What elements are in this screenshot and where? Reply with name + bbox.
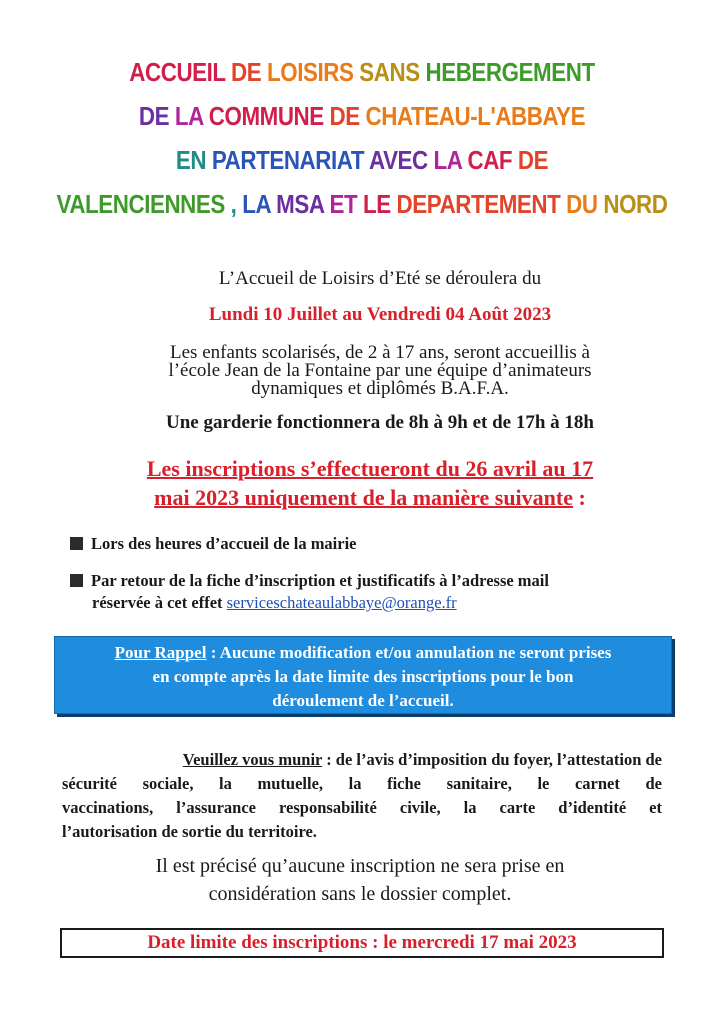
reminder-text-3: déroulement de l’accueil. [272, 691, 454, 710]
children-info-line-1: Les enfants scolarisés, de 2 à 17 ans, seront accueillis à [170, 342, 590, 363]
title-word: DE [517, 145, 549, 175]
title-word: SANS [359, 57, 420, 87]
registration-period-line-2: mai 2023 uniquement de la manière suivante [154, 485, 573, 510]
title-word: EN [175, 145, 207, 175]
title-word: LE [363, 189, 391, 219]
title-word: DE [329, 101, 360, 131]
registration-colon: : [573, 485, 586, 510]
documents-label: Veuillez vous munir [182, 750, 323, 769]
documents-text-2: sécurité sociale, la mutuelle, la fiche sanitaire, le carnet de [62, 774, 662, 793]
title-word: DE [231, 57, 262, 87]
square-bullet-icon [70, 574, 83, 587]
title-line-3 [51, 138, 674, 182]
title-word: ACCUEIL [129, 57, 226, 87]
title-word: MSA [276, 189, 324, 219]
title-word: PARTENARIAT [211, 145, 365, 175]
title-word: DEPARTEMENT [396, 189, 561, 219]
bullet-mairie-text: Lors des heures d’accueil de la mairie [91, 534, 357, 553]
title-line-1 [51, 50, 674, 94]
bullet-email-text: Par retour de la fiche d’inscription et justificatifs à l’adresse mail [91, 571, 549, 590]
session-dates: Lundi 10 Juillet au Vendredi 04 Août 2023 [208, 304, 552, 325]
title-line-4 [51, 182, 674, 226]
registration-period-line-1: Les inscriptions s’effectueront du 26 avril au 17 [146, 456, 594, 481]
daycare-hours: Une garderie fonctionnera de 8h à 9h et de 17h à 18h [165, 412, 594, 433]
documents-text-1: : de l’avis d’imposition du foyer, l’attestation de [322, 750, 662, 769]
completeness-notice [60, 852, 660, 908]
deadline-box: Date limite des inscriptions : le mercredi 17 mai 2023 [60, 928, 664, 958]
title-word: AVEC [369, 145, 428, 175]
bullet-mairie [70, 533, 670, 555]
documents-required [62, 748, 662, 844]
children-info-line-2: l’école Jean de la Fontaine par une équipe d’animateurs [168, 360, 592, 381]
title-word: NORD [603, 189, 668, 219]
title-word: DE [138, 101, 170, 131]
completeness-notice-line-1: Il est précisé qu’aucune inscription ne sera prise en [155, 855, 565, 877]
completeness-notice-line-2: considération sans le dossier complet. [208, 883, 512, 905]
documents-text-3: vaccinations, l’assurance responsabilité civile, la carte d’identité et [62, 798, 662, 817]
title-word: COMMUNE [208, 101, 324, 131]
title-line-2 [51, 94, 674, 138]
title-word: VALENCIENNES [56, 189, 225, 219]
intro-text: L’Accueil de Loisirs d’Eté se déroulera du [218, 268, 542, 289]
bullet-email-text-2: réservée à cet effet [92, 593, 227, 612]
children-info [100, 344, 660, 398]
bullet-email [70, 570, 670, 614]
title-word: , [230, 189, 237, 219]
title-word: HEBERGEMENT [425, 57, 595, 87]
title-word: LA [433, 145, 462, 175]
reminder-text-2: en compte après la date limite des inscriptions pour le bon [152, 667, 574, 686]
square-bullet-icon [70, 537, 83, 550]
documents-text-4: l’autorisation de sortie du territoire. [62, 822, 317, 841]
title-word: ET [329, 189, 358, 219]
email-link[interactable]: serviceschateaulabbaye@orange.fr [226, 593, 457, 612]
page-title [51, 50, 674, 226]
reminder-label: Pour Rappel [114, 643, 207, 662]
title-word: LOISIRS [267, 57, 354, 87]
title-word: LA [242, 189, 271, 219]
title-word: LA [174, 101, 203, 131]
children-info-line-3: dynamiques et diplômés B.A.F.A. [251, 378, 509, 399]
title-word: DU [566, 189, 598, 219]
reminder-text-1: : Aucune modification et/ou annulation ne seront prises [206, 643, 612, 662]
registration-period [70, 454, 670, 512]
title-word: CHATEAU-L'ABBAYE [365, 101, 586, 131]
reminder-box [54, 636, 672, 714]
title-word: CAF [467, 145, 513, 175]
